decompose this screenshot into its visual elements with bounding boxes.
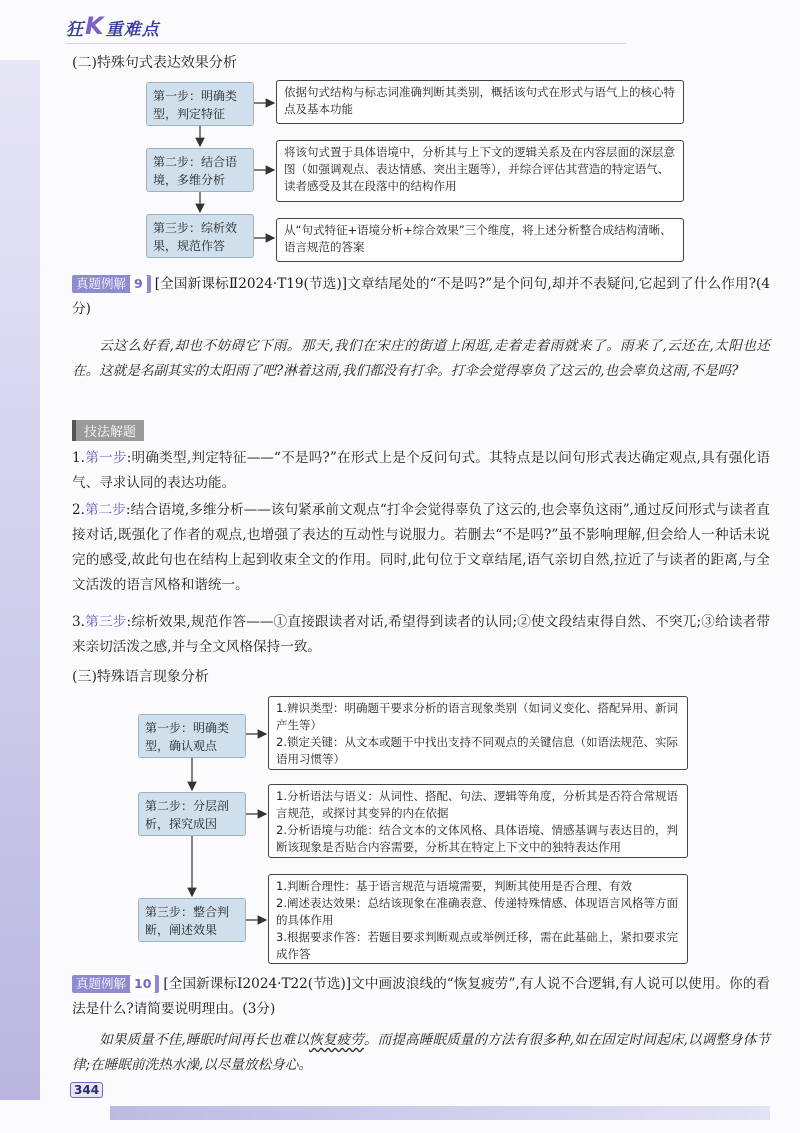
page-bottom-band [110, 1106, 770, 1120]
s2-step3-desc: 从“句式特征+语境分析+综合效果”三个维度，将上述分析整合成结构清晰、语言规范的答案 [276, 218, 684, 262]
s3-step3-line3: 3.根据要求作答：若题目要求判断观点或举例迁移，需在此基础上，紧扣要求完成作答 [276, 930, 678, 961]
solution-3: 3.第三步:综析效果,规范作答——①直接跟读者对话,希望得到读者的认同;②使文段结束得自然、不突兀;③给读者带来亲切活泼之感,并与全文风格保持一致。 [72, 614, 770, 655]
example10-badge: 真题例解 10 [72, 975, 159, 993]
example9-badge: 真题例解 9 [72, 275, 151, 293]
s3-step3-line1: 1.判断合理性：基于语言规范与语境需要，判断其使用是否合理、有效 [276, 879, 632, 893]
s3-step1-line1: 1.辨识类型：明确题干要求分析的语言现象类别（如词义变化、搭配异用、新词产生等） [276, 701, 678, 732]
wavy-phrase: 恢复疲劳 [309, 1032, 364, 1048]
page-side-band [0, 60, 40, 1100]
solution-1: 1.第一步:明确类型,判定特征——“不是吗?”在形式上是个反问句式。其特点是以问句形式表达确定观点,具有强化语气、寻求认同的表达功能。 [72, 450, 771, 491]
s3-step2-box: 第二步：分层剖析，探究成因 [138, 792, 246, 836]
s2-step1-desc: 依据句式结构与标志词准确判断其类别，概括该句式在形式与语气上的核心特点及基本功能 [276, 80, 684, 124]
s3-step3-line2: 2.阐述表达效果：总结该现象在准确表意、传递特殊情感、体现语言风格等方面的具体作用 [276, 896, 678, 927]
example9-question: 真题例解 9 [全国新课标Ⅱ2024·T19(节选)]文章结尾处的“不是吗?”是个问句,却并不表疑问,它起到了什么作用?(4分) [72, 276, 770, 317]
s2-step1-box: 第一步：明确类型，判定特征 [146, 82, 254, 126]
s3-step3-box: 第三步：整合判断，阐述效果 [138, 898, 246, 942]
example10-question: 真题例解 10 [全国新课标Ⅰ2024·T22(节选)]文中画波浪线的“恢复疲劳”,有人说不合逻辑,有人说可以使用。你的看法是什么?请简要说明理由。(3分) [72, 976, 770, 1017]
s3-step1-line2: 2.锁定关键：从文本或题干中找出支持不同观点的关键信息（如语法规范、实际语用习惯等） [276, 735, 678, 766]
s2-step2-box: 第二步：结合语境，多维分析 [146, 148, 254, 192]
s3-step1-desc [268, 696, 688, 770]
example9-passage: 云这么好看,却也不妨碍它下雨。那天,我们在宋庄的街道上闲逛,走着走着雨就来了。雨来了,云还在,太阳也还在。这就是名副其实的太阳雨了吧?淋着这雨,我们都没有打伞。打伞会觉得辜负了这云的,也会辜负这雨,不是吗? [72, 338, 770, 379]
header-rule [66, 43, 626, 44]
book-logo: 狂 K 重难点 [66, 12, 160, 40]
s3-step2-line1: 1.分析语法与语义：从词性、搭配、句法、逻辑等角度，分析其是否符合常规语言规范，或探讨其变异的内在依据 [276, 789, 678, 820]
s2-step2-desc: 将该句式置于具体语境中，分析其与上下文的逻辑关系及在内容层面的深层意图（如强调观点、表达情感、突出主题等），并综合评估其营造的特定语气、读者感受及其在段落中的结构作用 [276, 140, 684, 202]
s2-step3-box: 第三步：综析效果，规范作答 [146, 214, 254, 258]
solution-2: 2.第二步:结合语境,多维分析——该句紧承前文观点“打伞会觉得辜负了这云的,也会辜负这雨”,通过反问形式与读者直接对话,既强化了作者的观点,也增强了表达的互动性与说服力。若删去“不是吗?”虽不影响理解,但会给人一种话未说完的感受,故此句也在结构上起到收束全文的作用。同时,此句位于文章结尾,语气亲切自然,拉近了与读者的距离,与全文活泼的语言风格和谐统一。 [72, 502, 770, 593]
page-number: 344 [70, 1082, 103, 1098]
section2-title: (二)特殊句式表达效果分析 [72, 55, 237, 71]
section3-title: (三)特殊语言现象分析 [72, 669, 209, 685]
example10-passage: 如果质量不佳,睡眠时间再长也难以恢复疲劳。而提高睡眠质量的方法有很多种,如在固定时间起床,以调整身体节律;在睡眠前洗热水澡,以尽量放松身心。 [72, 1032, 771, 1073]
s3-step3-desc [268, 874, 688, 964]
s3-step1-box: 第一步：明确类型，确认观点 [138, 714, 246, 758]
s3-step2-line2: 2.分析语境与功能：结合文本的文体风格、具体语境、情感基调与表达目的，判断该现象是否贴合内容需要，分析其在特定上下文中的独特表达作用 [276, 823, 678, 854]
s3-step2-desc [268, 784, 688, 858]
skill-label: 技法解题 [72, 420, 144, 441]
